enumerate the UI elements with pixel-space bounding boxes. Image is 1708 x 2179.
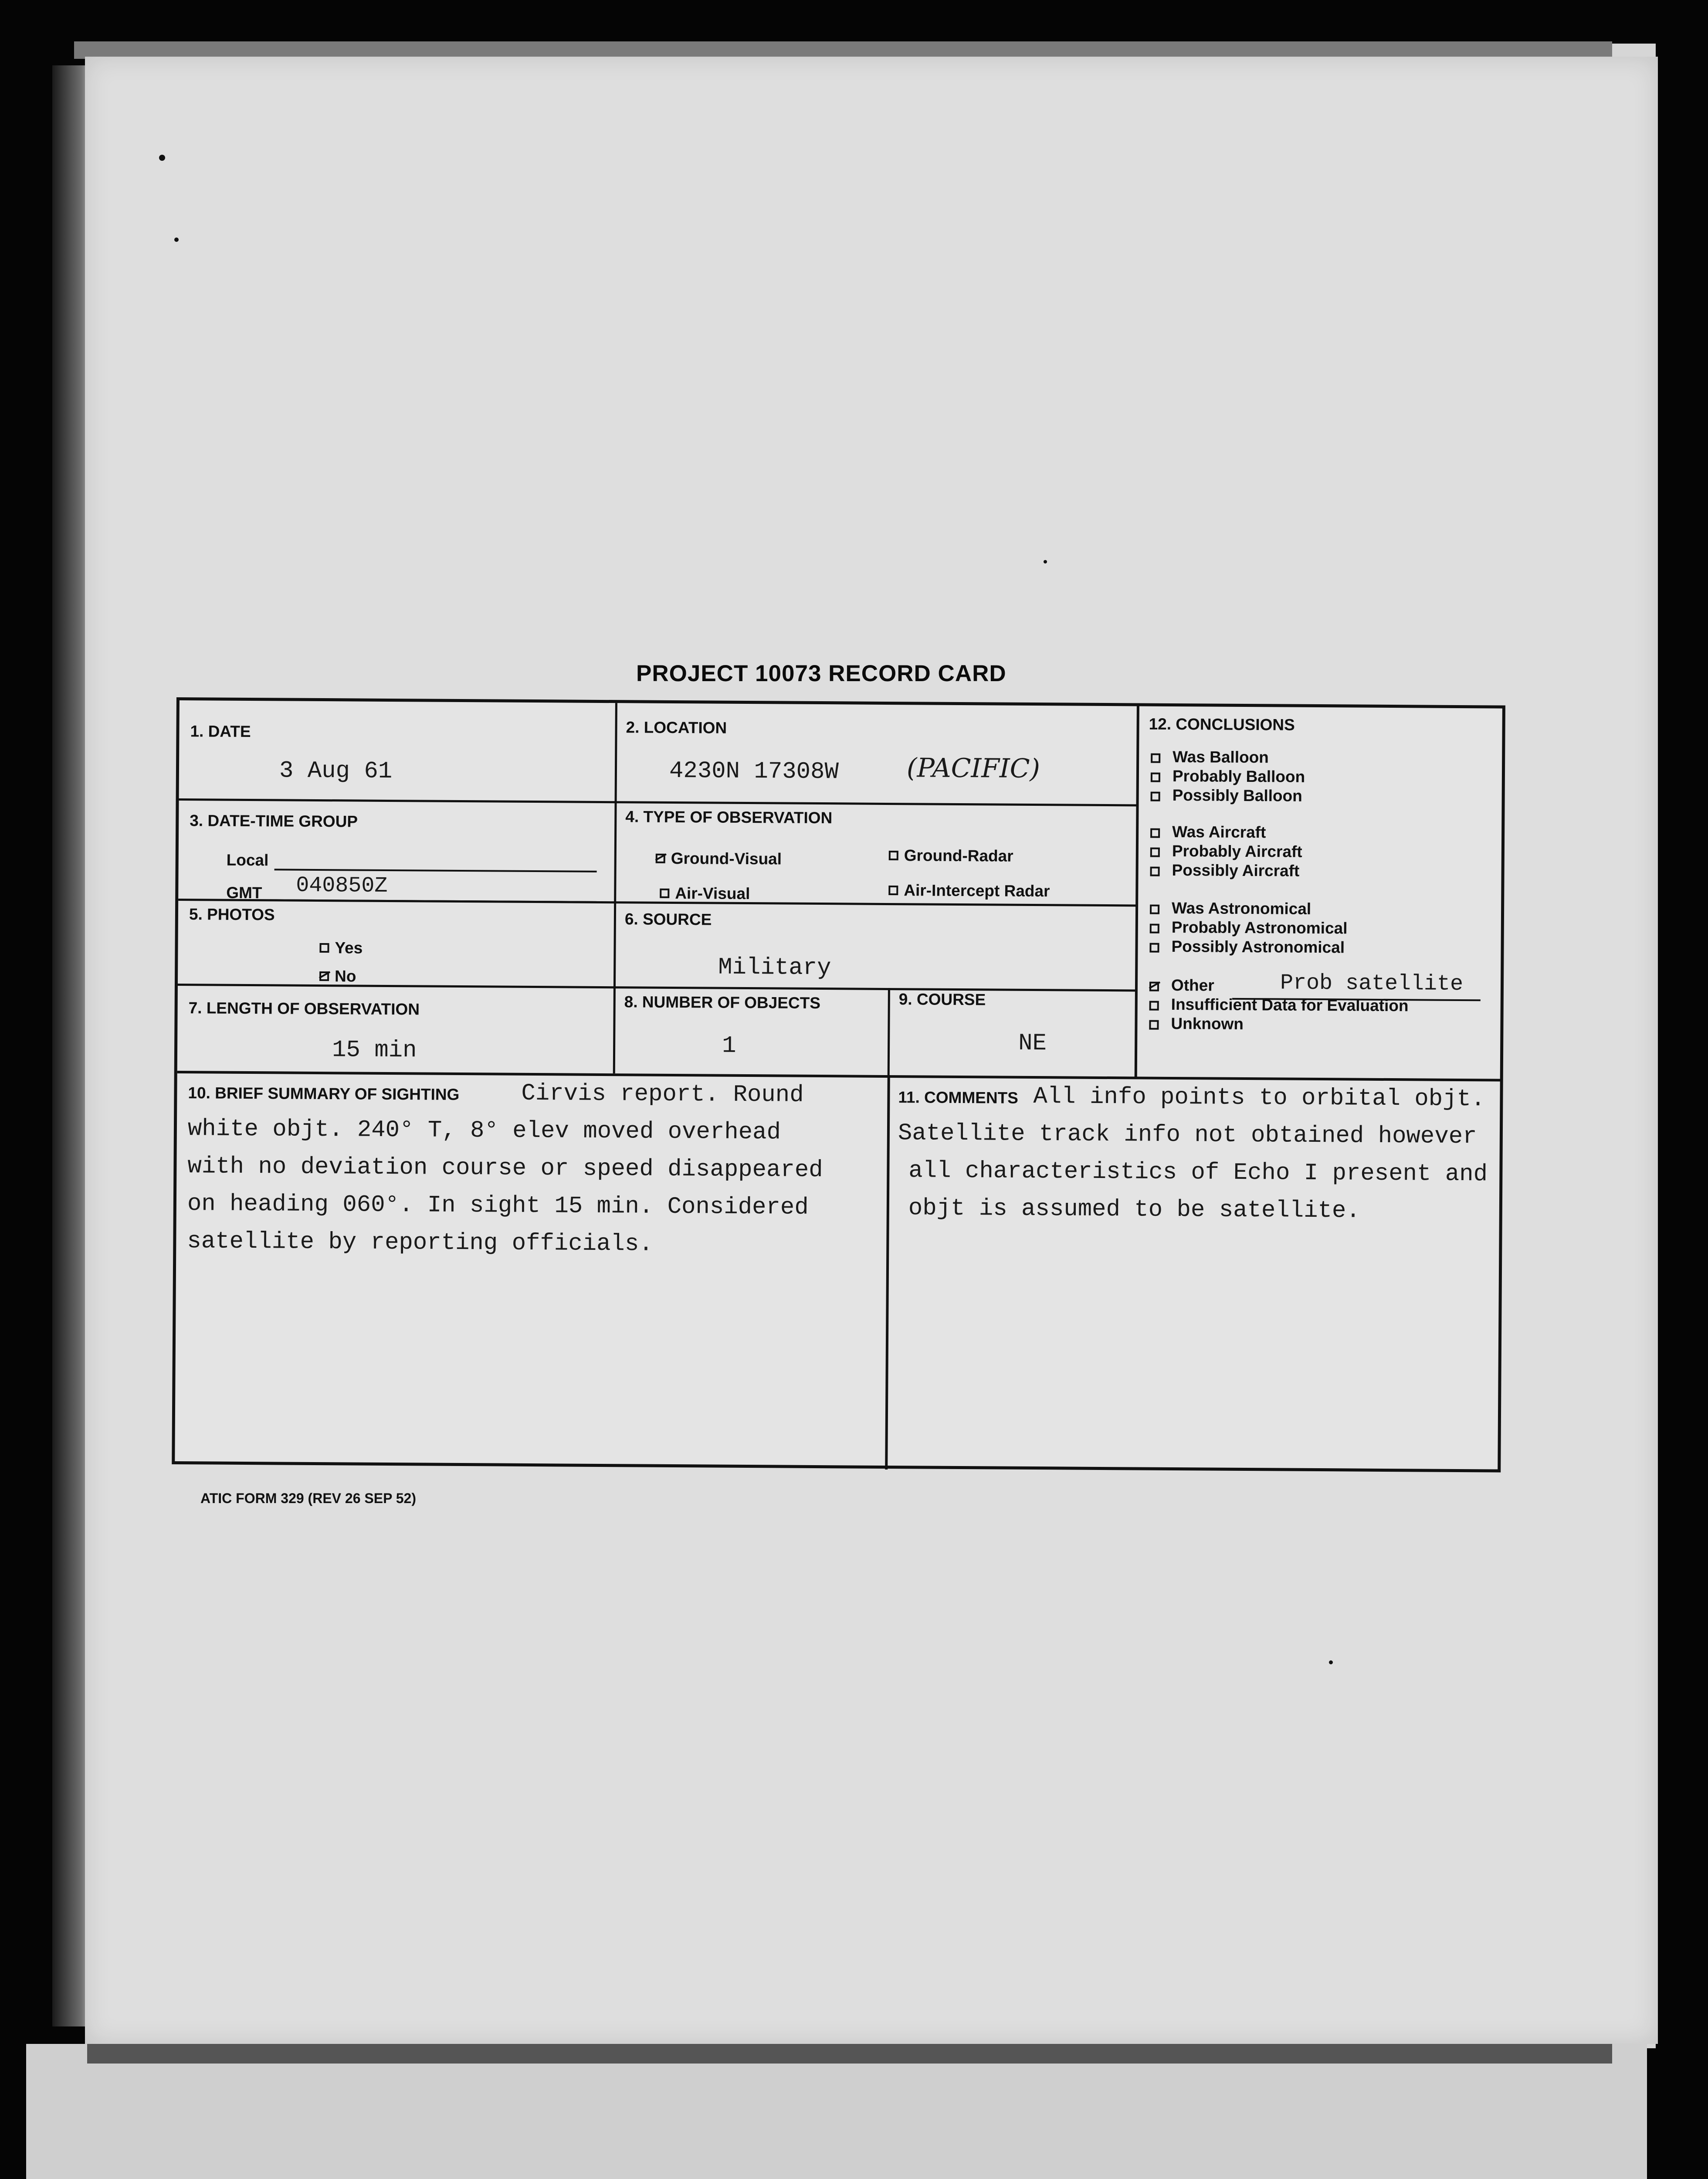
air-visual-label: Air-Visual <box>675 884 750 903</box>
location-label: 2. LOCATION <box>626 718 727 737</box>
ground-visual-checkbox[interactable] <box>656 854 665 863</box>
summary-line: satellite by reporting officials. <box>187 1228 653 1258</box>
divider <box>1135 706 1139 1076</box>
summary-line: on heading 060°. In sight 15 min. Considered <box>187 1191 809 1221</box>
ground-radar-checkbox[interactable] <box>889 851 898 860</box>
photos-label: 5. PHOTOS <box>189 905 275 924</box>
probably-astronomical-checkbox[interactable] <box>1150 924 1159 933</box>
was-aircraft-checkbox[interactable] <box>1150 828 1160 838</box>
gmt-label: GMT <box>226 883 262 902</box>
probably-balloon-checkbox[interactable] <box>1151 773 1160 782</box>
bottom-strip <box>26 2044 1647 2179</box>
source-label: 6. SOURCE <box>624 910 712 929</box>
air-intercept-radar-label: Air-Intercept Radar <box>904 881 1050 900</box>
possibly-aircraft-checkbox[interactable] <box>1150 867 1160 876</box>
probably-aircraft-checkbox[interactable] <box>1150 848 1160 857</box>
number-of-objects-value: 1 <box>722 1032 736 1059</box>
possibly-balloon-label: Possibly Balloon <box>1172 786 1302 805</box>
comments-line: Satellite track info not obtained however <box>898 1120 1477 1151</box>
divider <box>178 984 1136 991</box>
local-label: Local <box>226 851 269 869</box>
date-time-group-label: 3. DATE-TIME GROUP <box>190 811 358 831</box>
location-value: 4230N 17308W <box>669 757 839 786</box>
unknown-checkbox[interactable] <box>1149 1020 1159 1030</box>
comments-line: All info points to orbital objt. <box>1033 1083 1485 1113</box>
scan-speck <box>1329 1660 1333 1664</box>
summary-line: with no deviation course or speed disappeared <box>187 1153 823 1184</box>
summary-line: white objt. 240° T, 8° elev moved overhead <box>187 1116 781 1146</box>
was-astronomical-checkbox[interactable] <box>1150 905 1159 914</box>
ground-radar-label: Ground-Radar <box>904 846 1013 865</box>
divider <box>888 988 890 1075</box>
scan-speck <box>174 238 179 242</box>
number-of-objects-label: 8. NUMBER OF OBJECTS <box>624 993 821 1012</box>
date-value: 3 Aug 61 <box>279 757 393 785</box>
was-balloon-label: Was Balloon <box>1173 747 1269 767</box>
was-balloon-checkbox[interactable] <box>1151 753 1160 763</box>
scan-speck <box>1044 560 1047 563</box>
length-of-observation-value: 15 min <box>332 1037 417 1064</box>
photos-no-label: No <box>334 967 356 985</box>
divider <box>885 1075 890 1470</box>
conclusions-label: 12. CONCLUSIONS <box>1149 715 1295 734</box>
other-checkbox[interactable] <box>1149 982 1159 991</box>
insufficient-data-checkbox[interactable] <box>1149 1001 1159 1011</box>
comments-line: all characteristics of Echo I present and <box>908 1157 1488 1188</box>
scan-speck <box>159 155 165 161</box>
ground-visual-label: Ground-Visual <box>671 849 782 868</box>
probably-astronomical-label: Probably Astronomical <box>1171 918 1348 937</box>
was-astronomical-label: Was Astronomical <box>1171 899 1312 918</box>
record-card <box>172 697 1505 1473</box>
date-label: 1. DATE <box>190 722 251 741</box>
probably-balloon-label: Probably Balloon <box>1172 767 1305 786</box>
divider <box>613 703 617 1073</box>
unknown-label: Unknown <box>1171 1014 1244 1033</box>
photos-yes-checkbox[interactable] <box>319 943 329 953</box>
probably-aircraft-label: Probably Aircraft <box>1172 842 1302 861</box>
course-label: 9. COURSE <box>898 990 986 1009</box>
length-of-observation-label: 7. LENGTH OF OBSERVATION <box>188 999 420 1018</box>
possibly-astronomical-label: Possibly Astronomical <box>1171 937 1345 957</box>
paper-edge-top <box>74 41 1612 59</box>
insufficient-data-label: Insufficient Data for Evaluation <box>1171 995 1409 1015</box>
photos-yes-label: Yes <box>335 939 363 957</box>
summary-label: 10. BRIEF SUMMARY OF SIGHTING <box>188 1084 460 1103</box>
comments-label: 11. COMMENTS <box>898 1088 1019 1107</box>
location-handwritten-note: (PACIFIC) <box>906 753 1040 784</box>
possibly-aircraft-label: Possibly Aircraft <box>1172 861 1300 880</box>
gmt-value: 040850Z <box>296 873 388 899</box>
photos-no-checkbox[interactable] <box>319 971 329 981</box>
air-visual-checkbox[interactable] <box>660 889 669 898</box>
bottom-band <box>87 2044 1612 2064</box>
card-title: PROJECT 10073 RECORD CARD <box>636 661 1006 686</box>
air-intercept-radar-checkbox[interactable] <box>888 886 898 895</box>
type-of-observation-label: 4. TYPE OF OBSERVATION <box>625 808 833 827</box>
other-label: Other <box>1171 976 1214 994</box>
form-identifier: ATIC FORM 329 (REV 26 SEP 52) <box>200 1490 416 1506</box>
divider <box>179 798 1138 806</box>
comments-line: objt is assumed to be satellite. <box>908 1195 1361 1225</box>
course-value: NE <box>1018 1030 1047 1057</box>
local-field <box>274 869 597 872</box>
was-aircraft-label: Was Aircraft <box>1172 822 1266 842</box>
possibly-astronomical-checkbox[interactable] <box>1149 943 1159 953</box>
summary-line: Cirvis report. Round <box>521 1080 804 1109</box>
possibly-balloon-checkbox[interactable] <box>1151 792 1160 801</box>
other-value: Prob satellite <box>1280 971 1464 997</box>
source-value: Military <box>718 954 831 982</box>
